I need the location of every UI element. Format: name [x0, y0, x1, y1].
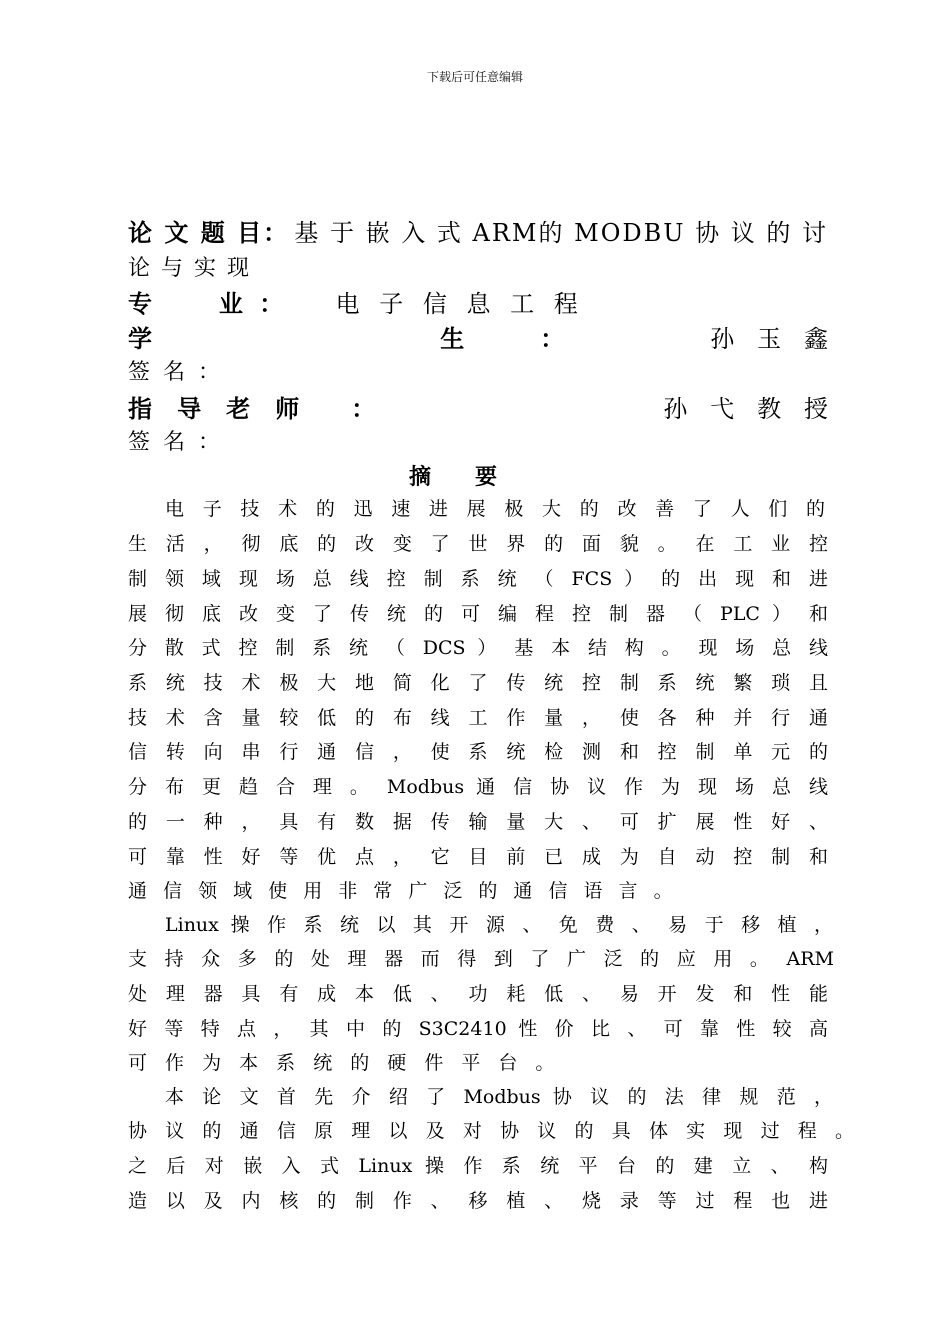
- major-value: 电 子 信 息 工 程: [335, 290, 584, 318]
- abstract-line: Linux 操 作 系 统 以 其 开 源 、 免 费 、 易 于 移 植 ，: [165, 914, 833, 936]
- student-label-b: 生: [440, 325, 465, 353]
- major-colon: ：: [259, 290, 284, 318]
- advisor-colon: ：: [351, 395, 376, 423]
- abstract-line: 造 以 及 内 核 的 制 作 、 移 植 、 烧 录 等 过 程 也 进: [128, 1190, 828, 1212]
- page-header-note: 下载后可任意编辑: [426, 70, 523, 84]
- thesis-title-colon: ：: [263, 219, 290, 247]
- abstract-line: 支 持 众 多 的 处 理 器 而 得 到 了 广 泛 的 应 用 。 ARM: [128, 948, 834, 970]
- student-name: 孙 玉 鑫: [710, 325, 828, 353]
- abstract-line: 电 子 技 术 的 迅 速 进 展 极 大 的 改 善 了 人 们 的: [165, 498, 825, 520]
- abstract-line: 制 领 域 现 场 总 线 控 制 系 统 （ FCS ） 的 出 现 和 进: [128, 568, 828, 590]
- advisor-label: 指 导 老 师: [128, 395, 300, 423]
- abstract-line: 技 术 含 量 较 低 的 布 线 工 作 量 ， 使 各 种 并 行 通: [128, 707, 828, 729]
- abstract-line: 可 靠 性 好 等 优 点 ， 它 目 前 已 成 为 自 动 控 制 和: [128, 846, 828, 868]
- abstract-line: 通 信 领 域 使 用 非 常 广 泛 的 通 信 语 言 。: [128, 880, 678, 902]
- abstract-line: 本 论 文 首 先 介 绍 了 Modbus 协 议 的 法 律 规 范 ，: [165, 1086, 833, 1108]
- student-sign: 签 名 ：: [128, 360, 223, 385]
- thesis-title-label: 论 文 题 目: [128, 219, 264, 247]
- abstract-line: 处 理 器 具 有 成 本 低 、 功 耗 低 、 易 开 发 和 性 能: [128, 983, 828, 1005]
- student-row: [128, 322, 828, 356]
- major-label: 专 业: [128, 290, 243, 318]
- abstract-line: 之 后 对 嵌 入 式 Linux 操 作 系 统 平 台 的 建 立 、 构: [128, 1155, 828, 1177]
- major-row: [128, 287, 828, 321]
- abstract-line: 协 议 的 通 信 原 理 以 及 对 协 议 的 具 体 实 现 过 程 。: [128, 1120, 854, 1142]
- abstract-heading: 摘要: [408, 465, 541, 490]
- advisor-name: 孙 弋 教 授: [663, 395, 828, 423]
- abstract-line: 的 一 种 ， 具 有 数 据 传 输 量 大 、 可 扩 展 性 好 、: [128, 811, 828, 833]
- abstract-line: 信 转 向 串 行 通 信 ， 使 系 统 检 测 和 控 制 单 元 的: [128, 741, 828, 763]
- advisor-row: [128, 392, 828, 426]
- abstract-line: 分 散 式 控 制 系 统 （ DCS ） 基 本 结 构 。 现 场 总 线: [128, 637, 828, 659]
- abstract-line: 分 布 更 趋 合 理 。 Modbus 通 信 协 议 作 为 现 场 总 线: [128, 776, 828, 798]
- abstract-line: 好 等 特 点 ， 其 中 的 S3C2410 性 价 比 、 可 靠 性 较 高: [128, 1018, 828, 1040]
- thesis-title-row: [128, 216, 828, 250]
- student-colon: ：: [540, 325, 565, 353]
- student-label-a: 学: [128, 325, 152, 353]
- thesis-title-value: 基 于 嵌 入 式 ARM的 MODBU 协 议 的 讨: [294, 219, 828, 247]
- abstract-line: 生 活 ， 彻 底 的 改 变 了 世 界 的 面 貌 。 在 工 业 控: [128, 533, 828, 555]
- abstract-line: 展 彻 底 改 变 了 传 统 的 可 编 程 控 制 器 （ PLC ） 和: [128, 603, 828, 625]
- abstract-line: 系 统 技 术 极 大 地 简 化 了 传 统 控 制 系 统 繁 琐 且: [128, 672, 828, 694]
- abstract-line: 可 作 为 本 系 统 的 硬 件 平 台 。: [128, 1052, 561, 1074]
- advisor-sign: 签 名 ：: [128, 430, 223, 455]
- thesis-title-value-cont: 论 与 实 现: [128, 256, 251, 281]
